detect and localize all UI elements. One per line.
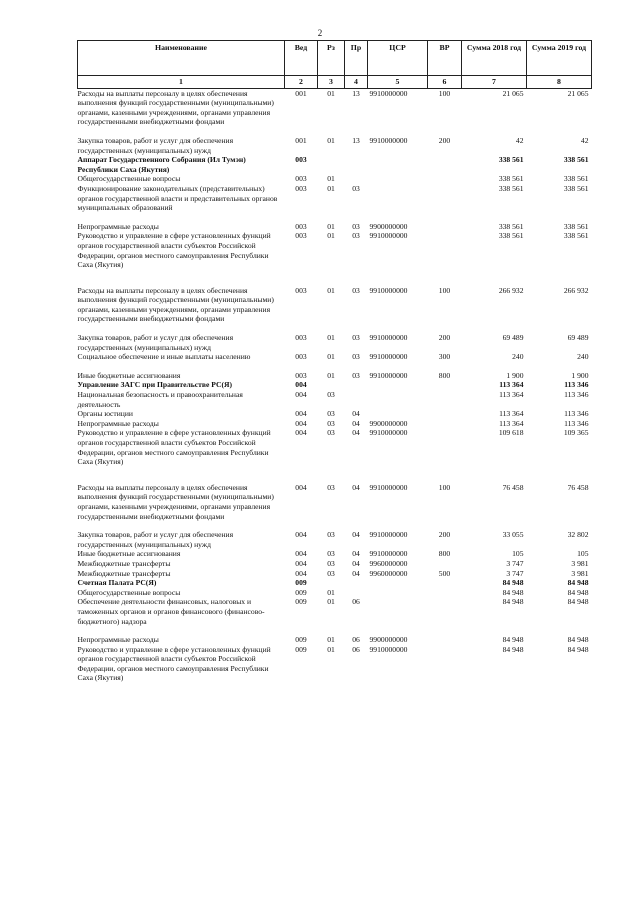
- row-pr: [345, 588, 368, 598]
- row-ved: 004: [295, 549, 307, 559]
- row-csr: 9960000000: [369, 558, 408, 568]
- row-csr: 9910000000: [369, 370, 408, 380]
- row-sum-2019: 84 948: [567, 644, 589, 654]
- row-rz: 03: [327, 409, 335, 419]
- table-row: [78, 597, 592, 635]
- row-sum-2019: 113 346: [564, 390, 589, 400]
- row-sum-2019: 42: [580, 135, 589, 145]
- row-name: Непрограммные расходы: [77, 221, 159, 231]
- row-ved: 004: [295, 482, 307, 492]
- row-sum-2018: 113 364: [499, 390, 524, 400]
- row-name: Социальное обеспечение и иные выплаты населению: [77, 352, 251, 362]
- table-row: [78, 88, 592, 136]
- row-rz: 03: [327, 428, 335, 438]
- row-pr: 04: [352, 482, 360, 492]
- row-csr: [368, 578, 428, 588]
- row-sum-2018: 240: [512, 352, 524, 362]
- row-ved: 003: [295, 285, 307, 295]
- row-rz: 03: [327, 482, 335, 492]
- row-rz: 03: [327, 530, 335, 540]
- row-pr: 06: [352, 635, 360, 645]
- row-ved: 009: [295, 597, 307, 607]
- row-name: Непрограммные расходы: [77, 635, 159, 645]
- row-pr: 03: [352, 183, 360, 193]
- header-csr: ЦСР: [368, 41, 428, 76]
- row-name: Закупка товаров, работ и услуг для обеспечения государственных (муниципальных) нужд: [77, 530, 234, 549]
- row-csr: 9910000000: [369, 285, 408, 295]
- row-vr: [428, 578, 462, 588]
- table-row: [78, 588, 592, 598]
- row-sum-2018: 84 948: [502, 587, 524, 597]
- row-vr: [428, 174, 462, 184]
- row-name: Функционирование законодательных (представительных) органов государственной власти и представительных органов муниципальных образований: [77, 183, 278, 213]
- row-sum-2019: 113 346: [564, 409, 589, 419]
- row-name: Закупка товаров, работ и услуг для обеспечения государственных (муниципальных) нужд: [77, 333, 234, 352]
- row-sum-2019: 76 458: [567, 482, 589, 492]
- row-vr: [428, 155, 462, 174]
- row-csr: 9910000000: [369, 428, 408, 438]
- row-name: Расходы на выплаты персоналу в целях обеспечения выполнения функций государственными (муниципальными) органами, казенными учреждениями, органами управления государственными внебюджетными фондами: [77, 285, 274, 324]
- row-csr: 9910000000: [369, 644, 408, 654]
- row-sum-2019: 84 948: [567, 597, 589, 607]
- row-name: Обеспечение деятельности финансовых, налоговых и таможенных органов и органов финансового (финансово-бюджетного) надзора: [77, 597, 265, 626]
- table-header-row: [78, 41, 592, 76]
- table-row: [78, 409, 592, 419]
- row-sum-2019: 3 981: [571, 568, 589, 578]
- row-rz: [318, 578, 345, 588]
- row-csr: 9960000000: [369, 568, 408, 578]
- row-pr: [345, 380, 368, 390]
- row-name: Управление ЗАГС при Правительстве РС(Я): [77, 380, 232, 390]
- row-sum-2018: 84 948: [502, 644, 524, 654]
- row-rz: 01: [327, 231, 335, 241]
- column-number: 1: [78, 76, 285, 89]
- row-pr: 04: [352, 418, 360, 428]
- row-sum-2018: 113 364: [499, 380, 524, 390]
- row-vr: 100: [438, 88, 451, 98]
- header-rz: Рз: [318, 41, 345, 76]
- row-sum-2019: 113 346: [564, 418, 589, 428]
- table-row: [78, 390, 592, 409]
- row-sum-2018: 338 561: [498, 155, 524, 165]
- row-pr: [345, 155, 368, 174]
- header-sum-2018: Сумма 2018 год: [462, 41, 527, 76]
- row-csr: [368, 155, 428, 174]
- row-ved: 004: [295, 568, 307, 578]
- row-rz: 03: [327, 558, 335, 568]
- row-name: Расходы на выплаты персоналу в целях обеспечения выполнения функций государственными (муниципальными) органами, казенными учреждениями, органами управления государственными внебюджетными фондами: [77, 88, 274, 127]
- row-csr: 9900000000: [369, 221, 408, 231]
- row-ved: 009: [295, 578, 307, 588]
- row-sum-2018: 84 948: [502, 635, 524, 645]
- row-rz: 01: [327, 587, 335, 597]
- row-vr: [428, 419, 462, 429]
- row-rz: 01: [327, 644, 335, 654]
- row-sum-2019: 1 900: [571, 370, 589, 380]
- row-ved: 004: [295, 390, 307, 400]
- row-vr: 200: [438, 530, 451, 540]
- row-sum-2018: 42: [515, 135, 524, 145]
- row-sum-2019: 338 561: [563, 183, 589, 193]
- row-ved: 003: [295, 333, 307, 343]
- row-rz: 01: [327, 88, 335, 98]
- row-sum-2018: 3 747: [506, 558, 524, 568]
- row-csr: [368, 174, 428, 184]
- column-number: 8: [527, 76, 592, 89]
- row-sum-2019: 105: [577, 549, 589, 559]
- row-rz: 01: [327, 597, 335, 607]
- row-pr: 04: [352, 428, 360, 438]
- table-row: [78, 569, 592, 579]
- row-pr: 03: [352, 352, 360, 362]
- row-vr: 100: [438, 285, 451, 295]
- row-ved: 001: [295, 88, 307, 98]
- row-sum-2018: 84 948: [502, 597, 524, 607]
- table-row: [78, 333, 592, 352]
- row-ved: 009: [295, 644, 307, 654]
- row-ved: 003: [295, 174, 307, 184]
- table-row: [78, 231, 592, 285]
- row-sum-2019: 338 561: [563, 174, 589, 184]
- row-sum-2018: 1 900: [506, 370, 524, 380]
- row-rz: 01: [327, 285, 335, 295]
- row-name: Органы юстиции: [77, 409, 133, 419]
- row-rz: 01: [327, 333, 335, 343]
- row-vr: 200: [438, 333, 451, 343]
- row-rz: 01: [327, 635, 335, 645]
- row-sum-2019: 3 981: [571, 558, 589, 568]
- row-sum-2018: 109 618: [498, 428, 524, 438]
- row-sum-2019: 84 948: [567, 635, 589, 645]
- row-vr: [428, 588, 462, 598]
- table-row: [78, 380, 592, 390]
- row-sum-2018: 105: [512, 549, 524, 559]
- row-sum-2018: 84 948: [502, 578, 524, 588]
- row-csr: [368, 184, 428, 222]
- row-sum-2018: 113 364: [499, 418, 524, 428]
- row-csr: 9910000000: [369, 352, 408, 362]
- row-ved: 003: [295, 155, 307, 165]
- row-vr: [428, 409, 462, 419]
- row-ved: 003: [295, 183, 307, 193]
- row-name: Национальная безопасность и правоохранительная деятельность: [77, 390, 243, 409]
- row-vr: [428, 184, 462, 222]
- row-vr: 200: [438, 135, 451, 145]
- row-ved: 003: [295, 352, 307, 362]
- row-name: Общегосударственные вопросы: [77, 174, 181, 184]
- row-rz: 01: [327, 183, 335, 193]
- column-number: 4: [345, 76, 368, 89]
- row-sum-2019: 32 802: [567, 530, 589, 540]
- column-number: 7: [462, 76, 527, 89]
- row-ved: 003: [295, 221, 307, 231]
- row-name: Счетная Палата РС(Я): [77, 578, 157, 588]
- budget-table: [77, 40, 592, 683]
- row-vr: [428, 597, 462, 635]
- row-ved: 003: [295, 370, 307, 380]
- row-pr: 06: [352, 644, 360, 654]
- row-rz: [318, 380, 345, 390]
- row-name: Межбюджетные трансферты: [77, 558, 171, 568]
- table-body: [78, 88, 592, 683]
- row-sum-2019: 109 365: [563, 428, 589, 438]
- row-ved: 001: [295, 135, 307, 145]
- row-sum-2018: 266 932: [498, 285, 524, 295]
- table-row: [78, 352, 592, 371]
- row-vr: [428, 222, 462, 232]
- header-name: Наименование: [78, 41, 285, 76]
- row-vr: [428, 380, 462, 390]
- row-vr: [428, 635, 462, 645]
- row-csr: [368, 380, 428, 390]
- table-row: [78, 635, 592, 645]
- row-pr: 03: [352, 221, 360, 231]
- row-sum-2019: 338 561: [563, 231, 589, 241]
- row-pr: 04: [352, 549, 360, 559]
- row-ved: 009: [295, 635, 307, 645]
- row-csr: 9910000000: [369, 333, 408, 343]
- row-sum-2018: 113 364: [499, 409, 524, 419]
- row-pr: 04: [352, 568, 360, 578]
- row-csr: 9910000000: [369, 549, 408, 559]
- row-vr: 800: [438, 370, 451, 380]
- row-ved: 004: [295, 428, 307, 438]
- row-ved: 004: [295, 530, 307, 540]
- row-csr: [368, 390, 428, 409]
- row-sum-2018: 338 561: [498, 221, 524, 231]
- row-name: Руководство и управление в сфере установленных функций органов государственной власти субъектов Российской Федерации, органов местного самоуправления Республики Саха (Якутия): [77, 644, 271, 683]
- row-pr: 13: [352, 135, 360, 145]
- row-pr: 03: [352, 370, 360, 380]
- row-ved: 004: [295, 380, 307, 390]
- row-csr: 9900000000: [369, 418, 408, 428]
- header-sum-2019: Сумма 2019 год: [527, 41, 592, 76]
- table-row: [78, 578, 592, 588]
- row-sum-2018: 21 065: [502, 88, 524, 98]
- row-sum-2019: 240: [577, 352, 589, 362]
- row-sum-2018: 338 561: [498, 183, 524, 193]
- row-pr: 03: [352, 333, 360, 343]
- row-sum-2019: 84 948: [567, 578, 589, 588]
- row-vr: [428, 428, 462, 482]
- row-pr: 04: [352, 530, 360, 540]
- row-sum-2018: 76 458: [502, 482, 524, 492]
- table-row: [78, 428, 592, 482]
- row-rz: 01: [327, 135, 335, 145]
- row-vr: [428, 231, 462, 285]
- row-rz: 01: [327, 352, 335, 362]
- row-pr: 06: [352, 597, 360, 607]
- row-vr: 500: [438, 568, 451, 578]
- table-row: [78, 184, 592, 222]
- header-pr: Пр: [345, 41, 368, 76]
- row-vr: [428, 390, 462, 409]
- row-name: Расходы на выплаты персоналу в целях обеспечения выполнения функций государственными (муниципальными) органами, казенными учреждениями, органами управления государственными внебюджетными фондами: [77, 482, 274, 521]
- table-row: [78, 155, 592, 174]
- row-rz: 03: [327, 390, 335, 400]
- row-vr: [428, 645, 462, 683]
- row-name: Общегосударственные вопросы: [77, 587, 181, 597]
- row-sum-2019: 338 561: [563, 221, 589, 231]
- row-ved: 004: [295, 418, 307, 428]
- table-row: [78, 136, 592, 155]
- row-sum-2018: 69 489: [502, 333, 524, 343]
- table-row: [78, 286, 592, 333]
- row-sum-2019: 338 561: [563, 155, 589, 165]
- row-csr: [368, 588, 428, 598]
- row-csr: 9910000000: [369, 135, 408, 145]
- table-row: [78, 549, 592, 559]
- row-pr: 03: [352, 231, 360, 241]
- row-csr: 9900000000: [369, 635, 408, 645]
- row-rz: 01: [327, 370, 335, 380]
- row-pr: 03: [352, 285, 360, 295]
- row-csr: [368, 597, 428, 635]
- row-name: Руководство и управление в сфере установленных функций органов государственной власти субъектов Российской Федерации, органов местного самоуправления Республики Саха (Якутия): [77, 231, 271, 270]
- row-ved: 004: [295, 409, 307, 419]
- row-pr: 04: [352, 558, 360, 568]
- row-name: Иные бюджетные ассигнования: [77, 549, 181, 559]
- row-rz: 01: [327, 221, 335, 231]
- row-pr: 13: [352, 88, 360, 98]
- table-row: [78, 530, 592, 549]
- column-number: 2: [285, 76, 318, 89]
- table-row: [78, 222, 592, 232]
- column-number-row: [78, 76, 592, 89]
- header-ved: Вед: [285, 41, 318, 76]
- table-row: [78, 483, 592, 530]
- row-sum-2019: 266 932: [563, 285, 589, 295]
- row-ved: 009: [295, 587, 307, 597]
- row-pr: 04: [352, 409, 360, 419]
- row-pr: [345, 578, 368, 588]
- row-name: Руководство и управление в сфере установленных функций органов государственной власти субъектов Российской Федерации, органов местного самоуправления Республики Саха (Якутия): [77, 428, 271, 467]
- column-number: 3: [318, 76, 345, 89]
- row-sum-2019: 69 489: [567, 333, 589, 343]
- row-vr: 100: [438, 482, 451, 492]
- table-row: [78, 419, 592, 429]
- row-name: Межбюджетные трансферты: [77, 568, 171, 578]
- row-rz: 03: [327, 549, 335, 559]
- row-sum-2018: 338 561: [498, 174, 524, 184]
- header-vr: ВР: [428, 41, 462, 76]
- row-name: Иные бюджетные ассигнования: [77, 370, 181, 380]
- row-rz: [318, 155, 345, 174]
- row-sum-2019: 113 346: [564, 380, 589, 390]
- row-csr: [368, 409, 428, 419]
- table-row: [78, 559, 592, 569]
- table-row: [78, 645, 592, 683]
- table-row: [78, 371, 592, 381]
- row-pr: [345, 174, 368, 184]
- column-number: 5: [368, 76, 428, 89]
- row-csr: 9910000000: [369, 482, 408, 492]
- row-rz: 01: [327, 174, 335, 184]
- row-csr: 9910000000: [369, 231, 408, 241]
- row-csr: 9910000000: [369, 88, 408, 98]
- row-vr: 300: [438, 352, 451, 362]
- row-vr: 800: [438, 549, 451, 559]
- row-rz: 03: [327, 418, 335, 428]
- row-pr: [345, 390, 368, 409]
- page-number: 2: [317, 28, 323, 38]
- row-sum-2019: 84 948: [567, 587, 589, 597]
- row-csr: 9910000000: [369, 530, 408, 540]
- row-sum-2018: 338 561: [498, 231, 524, 241]
- row-sum-2018: 3 747: [506, 568, 524, 578]
- row-name: Непрограммные расходы: [77, 418, 159, 428]
- row-rz: 03: [327, 568, 335, 578]
- row-sum-2019: 21 065: [567, 88, 589, 98]
- row-ved: 004: [295, 558, 307, 568]
- row-vr: [428, 559, 462, 569]
- row-sum-2018: 33 055: [502, 530, 524, 540]
- row-ved: 003: [295, 231, 307, 241]
- column-number: 6: [428, 76, 462, 89]
- row-name: Закупка товаров, работ и услуг для обеспечения государственных (муниципальных) нужд: [77, 135, 234, 155]
- row-name: Аппарат Государственного Собрания (Ил Тумэн) Республики Саха (Якутия): [77, 155, 246, 174]
- table-row: [78, 174, 592, 184]
